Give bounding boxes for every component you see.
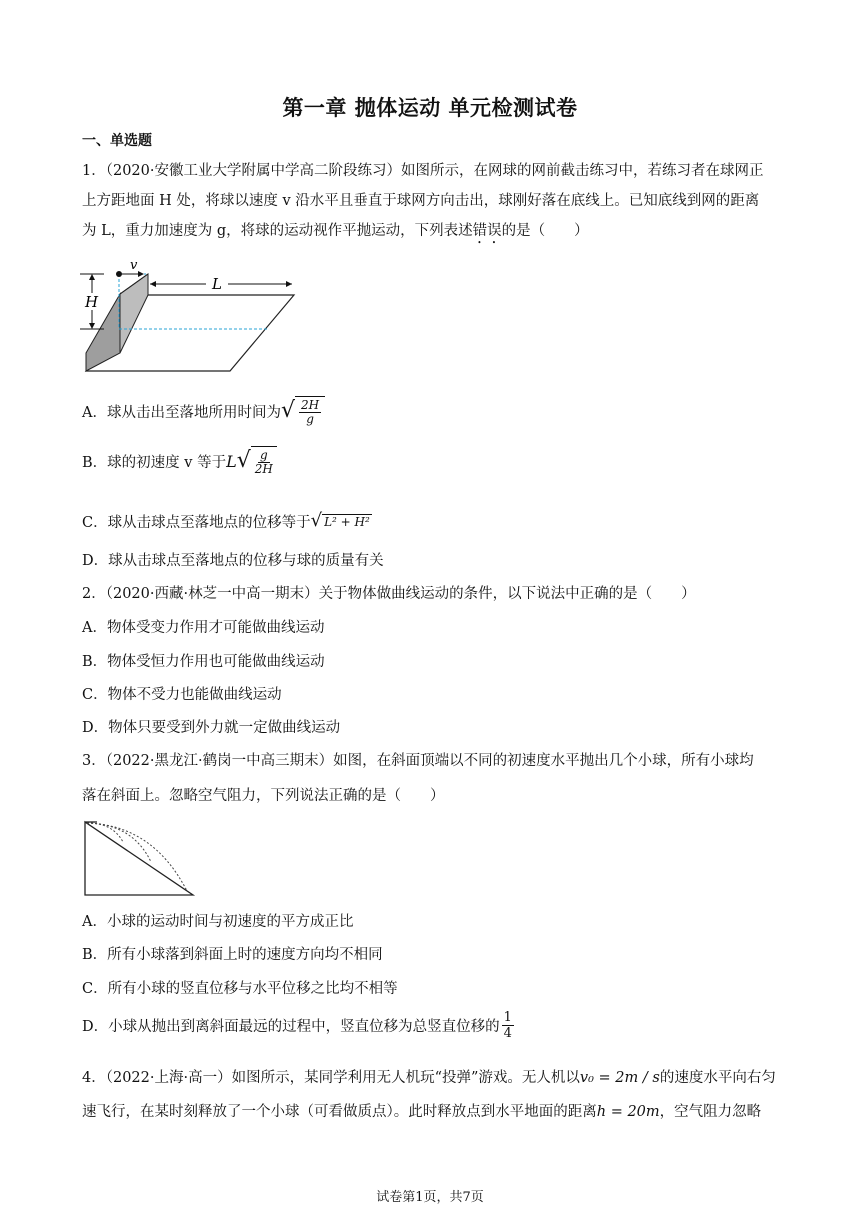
q1-a-num: 2H (301, 398, 320, 412)
q3-line1: 3．（2022·黑龙江·鹤岗一中高三期末）如图，在斜面顶端以不同的初速度水平抛出几个小球，所有小球均 (82, 753, 754, 769)
q4-line2-expr: h = 20m (596, 1104, 660, 1120)
q1-option-a (82, 396, 325, 426)
q1-line3-post: 的是（ ） (501, 223, 589, 239)
q1-c-expr: L² + H² (324, 514, 370, 529)
q4-line1-post: 的速度水平向右匀 (659, 1070, 776, 1086)
q4-line1-pre: 4．（2022·上海·高一）如图所示，某同学利用无人机玩“投弹”游戏。无人机以 (82, 1070, 580, 1086)
q4-line2-post: ，空气阻力忽略 (659, 1104, 762, 1120)
q3-option-c: C．所有小球的竖直位移与水平位移之比均不相等 (82, 981, 398, 997)
q1-option-c-formula: √ L² + H² (310, 510, 370, 531)
q2-option-b: B．物体受恒力作用也可能做曲线运动 (82, 654, 325, 670)
q1-b-den: 2H (254, 462, 273, 476)
page-footer: 试卷第1页，共7页 (376, 1190, 484, 1205)
q1-option-b-formula: √ $\frac{g}{2H}$ (237, 446, 277, 476)
q1-option-c-text: C．球从击球点至落地点的位移等于 (82, 514, 311, 531)
q1-option-d: D．球从击球点至落地点的位移与球的质量有关 (82, 553, 384, 569)
q4-line1-expr: v₀ = 2m / s (579, 1070, 660, 1086)
q1-emphasis: 错误 (472, 223, 502, 239)
q3-d-num: 1 (503, 1010, 512, 1025)
q1-line3-pre: 为 L，重力加速度为 g，将球的运动视作平抛运动，下列表述 (82, 223, 473, 239)
q3-option-d (82, 1010, 516, 1041)
q2-line1: 2．（2020·西藏·林芝一中高一期末）关于物体做曲线运动的条件，以下说法中正确的是（ ） (82, 586, 696, 602)
q2-option-a: A．物体受变力作用才可能做曲线运动 (82, 620, 325, 636)
q3-option-b: B．所有小球落到斜面上时的速度方向均不相同 (82, 947, 383, 963)
q4-line2-pre: 速飞行，在某时刻释放了一个小球（可看做质点）。此时释放点到水平地面的距离 (82, 1104, 597, 1120)
section-heading: 一、单选题 (82, 133, 152, 149)
q2-option-d: D．物体只要受到外力就一定做曲线运动 (82, 720, 341, 736)
q1-option-c (82, 510, 372, 532)
fig-label-v: v (130, 258, 138, 273)
q3-line2: 落在斜面上。忽略空气阻力，下列说法正确的是（ ） (82, 788, 445, 804)
q1-b-L: L (226, 451, 237, 471)
q3-option-d-text: D．小球从抛出到离斜面最远的过程中，竖直位移为总竖直位移的 (82, 1019, 500, 1035)
q3-figure (83, 818, 197, 898)
q4-line2 (82, 1102, 782, 1122)
q1-option-a-text: A．球从击出至落地所用时间为 (82, 404, 281, 421)
q1-a-den: g (306, 412, 314, 426)
q1-line1: 1．（2020·安徽工业大学附属中学高二阶段练习）如图所示，在网球的网前截击练习中，若练习者在球网正 (82, 163, 764, 179)
q1-line3 (82, 221, 782, 247)
q4-line1 (82, 1068, 782, 1088)
q3-option-a: A．小球的运动时间与初速度的平方成正比 (82, 914, 354, 930)
fig-label-H: H (85, 293, 99, 311)
fig-label-L: L (212, 275, 222, 293)
q1-b-num: g (259, 448, 268, 462)
q1-option-a-formula: √ $\frac{2H}{g}$ (281, 396, 325, 426)
q2-option-c: C．物体不受力也能做曲线运动 (82, 687, 282, 703)
q1-figure (78, 258, 303, 373)
q1-line2: 上方距地面 H 处，将球以速度 v 沿水平且垂直于球网方向击出，球刚好落在底线上。已知底线到网的距离 (82, 193, 760, 209)
q3-d-fraction (502, 1010, 514, 1041)
page-title: 第一章 抛体运动 单元检测试卷 (282, 96, 578, 120)
q1-option-b (82, 446, 277, 476)
q1-option-b-text: B．球的初速度 v 等于 (82, 454, 227, 471)
q3-d-den: 4 (503, 1026, 512, 1041)
